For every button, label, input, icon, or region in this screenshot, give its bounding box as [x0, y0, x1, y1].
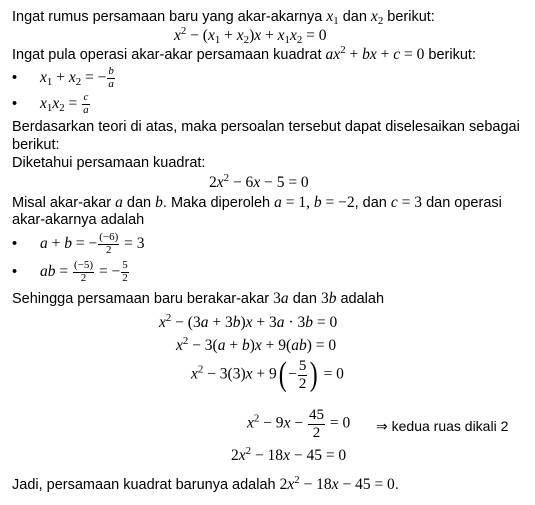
new-roots-text-c: adalah [340, 291, 385, 307]
formula-new-equation: $x^2 - (x_1 + x_2)x + x_1x_2 = 0$ [174, 25, 327, 46]
bullet-sum-formula: • $x_1 + x_2$ = − $\frac{b}{a}$ [12, 65, 114, 90]
bullet-ab: • ab = $\frac{(-5)}{2}$ = − $\frac{5}{2}$ [12, 259, 128, 284]
intro-text-1: Ingat rumus persamaan baru yang akar-akarnya [12, 9, 323, 25]
new-roots-line: Sehingga persamaan baru berakar-akar 3a dan 3b adalah [12, 290, 385, 307]
bullet-dot: • [12, 95, 18, 112]
intro-text-and: dan [342, 9, 367, 25]
misal-text-d: , dan [354, 195, 387, 211]
step-1: $x^2 - (3a + 3b)x + 3a \cdot 3b = 0$ [159, 312, 338, 331]
step-5: $2x^2 - 18x - 45 = 0$ [231, 445, 347, 464]
misal-text-c: . Maka diperoleh [162, 195, 271, 211]
intro-line-2: Ingat pula operasi akar-akar persamaan kuadrat $ax^2$ + bx + c = 0 berikut: [12, 44, 476, 63]
misal-line-1: Misal akar-akar a dan b. Maka diperoleh a = 1, b = −2, dan c = 3 dan operasi [12, 194, 502, 211]
bullet-dot: • [12, 263, 18, 280]
intro-text-2-end: berikut: [428, 47, 476, 63]
intro-line-1: Ingat rumus persamaan baru yang akar-akarnya $x_1$ dan $x_2$ berikut: [12, 8, 435, 27]
step-2: $x^2 - 3(a + b)x + 9(ab) = 0$ [176, 335, 337, 354]
note-multiply: ⇒ kedua ruas dikali 2 [376, 418, 509, 434]
bullet-dot: • [12, 69, 18, 86]
new-roots-text-b: dan [292, 291, 317, 307]
misal-text-a: Misal akar-akar [12, 195, 112, 211]
misal-text-b: dan [126, 195, 152, 211]
intro-text-2: Ingat pula operasi akar-akar persamaan kuadrat [12, 47, 322, 63]
step-3: $x^2 - 3(3)x + 9$( − $\frac{5}{2}$ ) = 0 [191, 356, 344, 393]
new-roots-text-a: Sehingga persamaan baru berakar-akar [12, 291, 270, 307]
bullet-a-plus-b: • a + b = − $\frac{(-6)}{2}$ = 3 [12, 231, 145, 256]
bullet-product-formula: • $x_1x_2$ = $\frac{c}{a}$ [12, 91, 89, 116]
conclusion-line: Jadi, persamaan kuadrat barunya adalah $2x^2 - 18x - 45 = 0$. [12, 474, 399, 493]
conclusion-text: Jadi, persamaan kuadrat barunya adalah [12, 477, 276, 493]
misal-line-2: akar-akarnya adalah [12, 212, 145, 228]
conclusion-period: . [394, 477, 399, 493]
theory-line-1: Berdasarkan teori di atas, maka persoalan tersebut dapat diselesaikan sebagai [12, 119, 520, 135]
intro-text-end: berikut: [387, 9, 435, 25]
misal-text-e: dan operasi [426, 195, 502, 211]
given-equation: $2x^2 - 6x - 5 = 0$ [209, 172, 309, 191]
step-4: $x^2 - 9x$ − $\frac{45}{2}$ = 0 [247, 407, 351, 441]
bullet-dot: • [12, 235, 18, 252]
known-line: Diketahui persamaan kuadrat: [12, 155, 206, 171]
theory-line-2: berikut: [12, 137, 60, 153]
